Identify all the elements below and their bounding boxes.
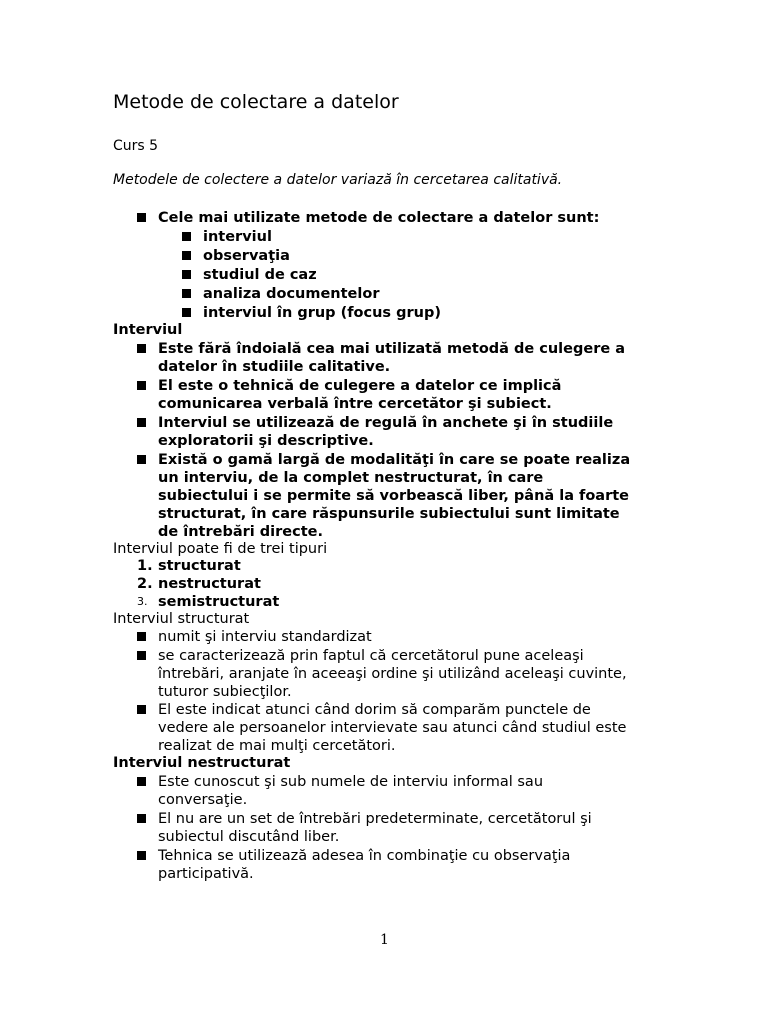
type-item: nestructurat [158,576,261,592]
list-number: 1. [137,558,153,574]
bullet-line: vedere ale persoanelor intervievate sau atunci când studiul este [158,720,627,736]
bullet-line: de întrebări directe. [158,524,324,540]
intro-text: Metodele de colectere a datelor variază în cercetarea calitativă. [113,172,563,188]
bullet-line: Este cunoscut şi sub numele de interviu informal sau [158,774,544,790]
method-item: interviul în grup (focus grup) [203,305,441,321]
page-number: 1 [380,932,389,948]
bullet-square-icon [137,381,146,390]
bullet-line: subiectului i se permite să vorbească liber, până la foarte [158,488,629,504]
types-lead: Interviul poate fi de trei tipuri [113,541,328,557]
bullet-square-icon [137,213,146,222]
method-item: analiza documentelor [203,286,380,302]
bullet-line: participativă. [158,866,254,882]
bullet-line: Tehnica se utilizează adesea în combinaţie cu observaţia [158,848,571,864]
bullet-line: comunicarea verbală între cercetător şi subiect. [158,396,552,412]
bullet-line: Există o gamă largă de modalităţi în care se poate realiza [158,452,631,468]
bullet-square-icon [182,251,191,260]
bullet-line: Interviul se utilizează de regulă în anchete şi în studiile [158,415,614,431]
bullet-line: exploratorii şi descriptive. [158,433,374,449]
section-heading: Interviul nestructurat [113,755,291,771]
type-item: structurat [158,558,241,574]
bullet-square-icon [137,651,146,660]
section-heading: Interviul structurat [113,611,250,627]
bullet-line: Este fără îndoială cea mai utilizată metodă de culegere a [158,341,626,357]
list-number: 2. [137,576,153,592]
bullet-square-icon [137,705,146,714]
list-number: 3. [137,595,148,608]
bullet-line: El nu are un set de întrebări predeterminate, cercetătorul şi [158,811,592,827]
bullet-square-icon [182,270,191,279]
bullet-line: El este o tehnică de culegere a datelor ce implică [158,378,562,394]
bullet-line: numit şi interviu standardizat [158,629,372,645]
bullet-square-icon [182,232,191,241]
bullet-line: datelor în studiile calitative. [158,359,391,375]
bullet-square-icon [137,814,146,823]
bullet-square-icon [182,289,191,298]
bullet-square-icon [137,418,146,427]
course-label: Curs 5 [113,138,159,154]
bullet-square-icon [137,632,146,641]
bullet-square-icon [137,851,146,860]
bullet-square-icon [137,344,146,353]
bullet-line: întrebări, aranjate în aceeaşi ordine şi utilizând aceleaşi cuvinte, [158,666,627,682]
bullet-square-icon [137,777,146,786]
method-item: observaţia [203,248,290,264]
section-heading: Interviul [113,322,183,338]
method-item: studiul de caz [203,267,317,283]
bullet-line: un interviu, de la complet nestructurat, în care [158,470,544,486]
bullet-line: conversaţie. [158,792,248,808]
type-item: semistructurat [158,594,280,610]
bullet-line: realizat de mai mulţi cercetători. [158,738,396,754]
methods-lead: Cele mai utilizate metode de colectare a datelor sunt: [158,210,600,226]
bullet-line: structurat, în care răspunsurile subiectului sunt limitate [158,506,620,522]
bullet-line: El este indicat atunci când dorim să comparăm punctele de [158,702,591,718]
bullet-line: se caracterizează prin faptul că cercetătorul pune aceleaşi [158,648,584,664]
method-item: interviul [203,229,272,245]
bullet-line: tuturor subiecţilor. [158,684,292,700]
page-title: Metode de colectare a datelor [113,91,399,113]
bullet-square-icon [182,308,191,317]
bullet-square-icon [137,455,146,464]
bullet-line: subiectul discutând liber. [158,829,340,845]
